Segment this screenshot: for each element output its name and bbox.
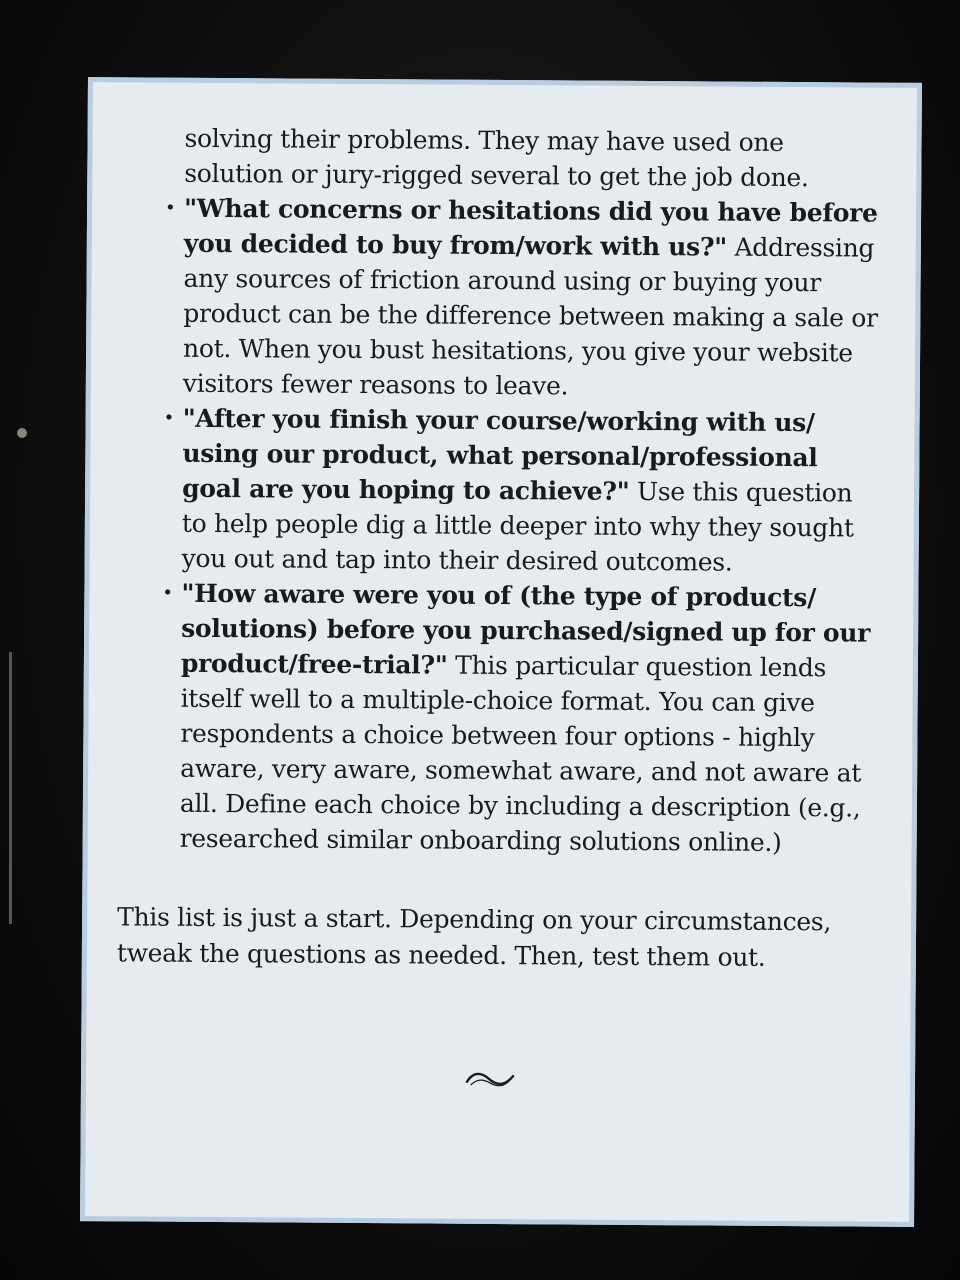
list-item bbox=[118, 575, 880, 860]
bezel-sensor-dot bbox=[17, 428, 27, 438]
bezel-edge-highlight bbox=[9, 652, 12, 924]
question-text: "What concerns or hesitations did you have before you decided to buy from/work with us?" bbox=[183, 193, 878, 262]
question-text: "How aware were you of (the type of products/ solutions) before you purchased/signed up for our product/free-trial?" bbox=[180, 578, 871, 680]
question-explanation: Use this question to help people dig a little deeper into why they sought you out and tap into their desired outcomes. bbox=[181, 476, 854, 577]
question-explanation: Addressing any sources of friction around using or buying your product can be the difference between making a sale or not. When you bust hesitations, you give your website visitors fewer reasons to leave. bbox=[182, 232, 878, 401]
ereader-screen[interactable] bbox=[80, 77, 922, 1227]
question-explanation: This particular question lends itself well to a multiple-choice format. You can give respondents a choice between four options - highly aware, very aware, somewhat aware, and not aware at all. Define each choice by including a description (e.g., researched similar onboarding solutions online.) bbox=[179, 650, 862, 857]
closing-paragraph: This list is just a start. Depending on your circumstances, tweak the questions as needed. Then, test them out. bbox=[116, 902, 832, 972]
question-list bbox=[118, 190, 883, 860]
page-text bbox=[117, 120, 883, 976]
list-item bbox=[120, 400, 881, 580]
intro-continuation: solving their problems. They may have used one solution or jury-rigged several to get the job done. bbox=[184, 123, 809, 193]
question-text: "After you finish your course/working with us/ using our product, what personal/professional goal are you hoping to achieve?" bbox=[182, 403, 818, 506]
list-item bbox=[121, 190, 882, 405]
tilde-flourish-icon bbox=[463, 1068, 517, 1090]
